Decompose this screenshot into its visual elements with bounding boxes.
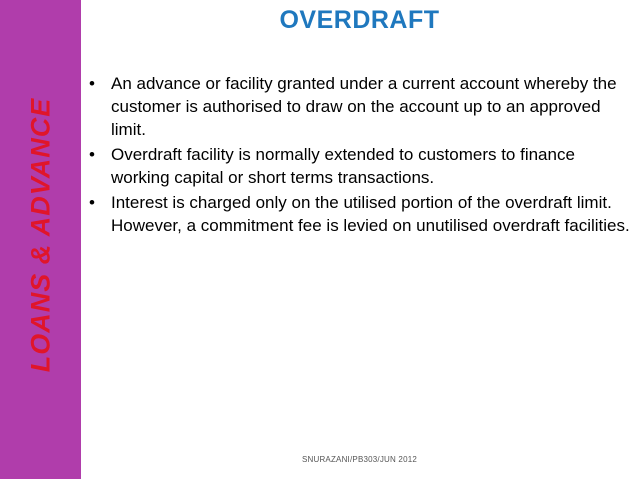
- bullet-text: An advance or facility granted under a current account whereby the customer is authorised to draw on the account up to an approved limit.: [111, 74, 617, 139]
- bullet-icon: •: [89, 74, 95, 93]
- slide-title: OVERDRAFT: [279, 6, 440, 34]
- bullet-item: [87, 143, 632, 189]
- bullet-icon: •: [89, 193, 95, 212]
- bullet-icon: •: [89, 145, 95, 164]
- sidebar-label: LOANS & ADVANCE: [25, 97, 56, 373]
- bullet-text: Overdraft facility is normally extended to customers to finance working capital or short terms transactions.: [111, 145, 575, 187]
- slide-footer: SNURAZANI/PB303/JUN 2012: [301, 455, 418, 464]
- sidebar-label-wrap: [0, 0, 81, 479]
- bullet-list: [87, 72, 632, 239]
- bullet-text: Interest is charged only on the utilised portion of the overdraft limit. However, a commitment fee is levied on unutilised overdraft facilities.: [111, 193, 630, 235]
- bullet-item: [87, 72, 632, 141]
- bullet-item: [87, 191, 632, 237]
